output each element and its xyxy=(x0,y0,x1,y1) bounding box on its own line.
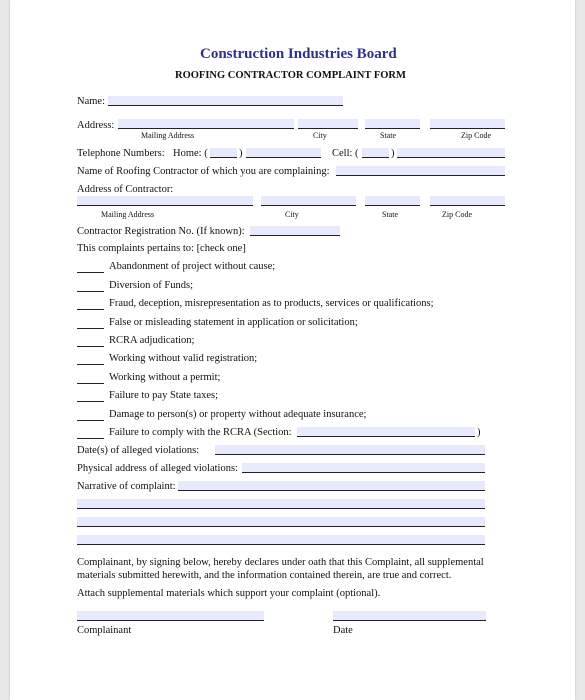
rcra-section-close: ) xyxy=(477,427,481,438)
check-blank-rcra-compliance[interactable] xyxy=(77,438,104,439)
cell-phone-field[interactable] xyxy=(397,148,505,158)
rcra-section-field[interactable] xyxy=(297,427,475,437)
declaration-line-2: materials submitted herewith, and the information contained therein, are true and correct. xyxy=(77,570,452,581)
check-blank-false-statement[interactable] xyxy=(77,328,104,329)
name-field[interactable] xyxy=(108,96,343,106)
address-city-field[interactable] xyxy=(298,119,358,129)
registration-field[interactable] xyxy=(250,226,340,236)
check-blank-no-permit[interactable] xyxy=(77,383,104,384)
check-blank-fraud[interactable] xyxy=(77,309,104,310)
form-title: Construction Industries Board xyxy=(200,46,397,62)
telephone-label: Telephone Numbers: xyxy=(77,148,165,159)
check-label-no-permit: Working without a permit; xyxy=(109,372,221,383)
date-label: Date xyxy=(333,625,353,636)
check-blank-diversion[interactable] xyxy=(77,291,104,292)
check-blank-rcra-adjudication[interactable] xyxy=(77,346,104,347)
check-label-diversion: Diversion of Funds; xyxy=(109,280,193,291)
narrative-field-line-1[interactable] xyxy=(178,481,485,491)
home-paren-close: ) xyxy=(239,148,243,159)
home-area-code-field[interactable] xyxy=(210,148,237,158)
address-label: Address: xyxy=(77,120,115,131)
name-label: Name: xyxy=(77,96,105,107)
address-zip-caption: Zip Code xyxy=(461,131,491,140)
check-label-false-statement: False or misleading statement in application or solicitation; xyxy=(109,317,358,328)
contractor-mailing-caption: Mailing Address xyxy=(101,210,155,219)
check-label-state-taxes: Failure to pay State taxes; xyxy=(109,390,219,401)
contractor-zip-field[interactable] xyxy=(430,196,505,206)
narrative-field-line-2[interactable] xyxy=(77,499,485,509)
check-label-rcra-adjudication: RCRA adjudication; xyxy=(109,335,195,346)
complainant-signature-field[interactable] xyxy=(77,611,264,621)
check-blank-state-taxes[interactable] xyxy=(77,401,104,402)
home-phone-field[interactable] xyxy=(246,148,321,158)
form-page xyxy=(10,0,575,700)
contractor-city-field[interactable] xyxy=(261,196,356,206)
check-label-rcra-compliance: Failure to comply with the RCRA (Section: xyxy=(109,427,292,438)
contractor-city-caption: City xyxy=(285,210,299,219)
address-state-caption: State xyxy=(380,131,396,140)
home-label: Home: ( xyxy=(173,148,208,159)
check-blank-damage[interactable] xyxy=(77,420,104,421)
registration-label: Contractor Registration No. (If known): xyxy=(77,226,245,237)
check-blank-no-registration[interactable] xyxy=(77,364,104,365)
check-label-damage: Damage to person(s) or property without adequate insurance; xyxy=(109,409,367,420)
narrative-field-line-4[interactable] xyxy=(77,535,485,545)
dates-field[interactable] xyxy=(215,445,485,455)
complainant-label: Complainant xyxy=(77,625,132,636)
check-label-no-registration: Working without valid registration; xyxy=(109,353,258,364)
address-mailing-field[interactable] xyxy=(118,119,294,129)
physical-address-label: Physical address of alleged violations: xyxy=(77,463,238,474)
dates-label: Date(s) of alleged violations: xyxy=(77,445,200,456)
address-city-caption: City xyxy=(313,131,327,140)
contractor-mailing-field[interactable] xyxy=(77,196,253,206)
check-blank-abandonment[interactable] xyxy=(77,272,104,273)
address-state-field[interactable] xyxy=(365,119,420,129)
narrative-field-line-3[interactable] xyxy=(77,517,485,527)
contractor-zip-caption: Zip Code xyxy=(442,210,472,219)
cell-area-code-field[interactable] xyxy=(362,148,389,158)
address-zip-field[interactable] xyxy=(430,119,505,129)
pertains-label: This complaints pertains to: [check one] xyxy=(77,243,246,254)
address-mailing-caption: Mailing Address xyxy=(141,131,195,140)
cell-label: Cell: ( xyxy=(332,148,359,159)
contractor-name-label: Name of Roofing Contractor of which you are complaining: xyxy=(77,166,330,177)
contractor-name-field[interactable] xyxy=(336,166,505,176)
attach-note: Attach supplemental materials which support your complaint (optional). xyxy=(77,588,381,599)
form-subtitle: ROOFING CONTRACTOR COMPLAINT FORM xyxy=(175,70,406,81)
contractor-state-field[interactable] xyxy=(365,196,420,206)
check-label-abandonment: Abandonment of project without cause; xyxy=(109,261,276,272)
check-label-fraud: Fraud, deception, misrepresentation as to products, services or qualifications; xyxy=(109,298,434,309)
contractor-state-caption: State xyxy=(382,210,398,219)
declaration-line-1: Complainant, by signing below, hereby declares under oath that this Complaint, all supplemental xyxy=(77,557,484,568)
date-signature-field[interactable] xyxy=(333,611,486,621)
narrative-label: Narrative of complaint: xyxy=(77,481,176,492)
cell-paren-close: ) xyxy=(391,148,395,159)
physical-address-field[interactable] xyxy=(242,463,485,473)
contractor-address-label: Address of Contractor: xyxy=(77,184,174,195)
